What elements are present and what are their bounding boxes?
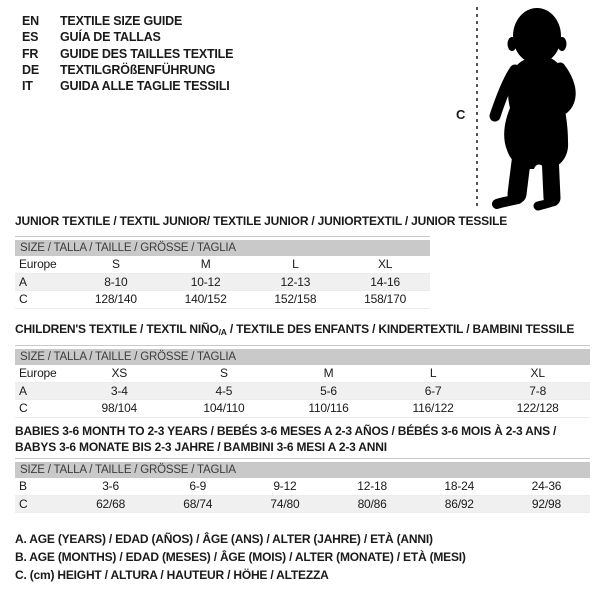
table-row [15, 496, 590, 514]
row-label: C [19, 292, 28, 306]
table-cell: 12-18 [357, 479, 387, 493]
junior-section-title: JUNIOR TEXTILE / TEXTIL JUNIOR/ TEXTILE JUNIOR / JUNIORTEXTIL / JUNIOR TESSILE [15, 214, 508, 228]
size-header-bar: SIZE / TALLA / TAILLE / GRÖSSE / TAGLIA [15, 462, 590, 478]
children-title-main: CHILDREN'S TEXTILE / TEXTIL NIÑO [15, 322, 219, 336]
table-cell: 110/116 [308, 401, 349, 415]
table-cell: 104/110 [203, 401, 245, 415]
table-cell: 116/122 [412, 401, 454, 415]
language-code: DE [22, 62, 39, 77]
toddler-silhouette-graphic [450, 4, 598, 216]
table-cell: 3-6 [102, 479, 119, 493]
legend-notes [15, 531, 466, 584]
measure-c-label: C [456, 107, 466, 122]
table-row [15, 274, 430, 292]
table-cell: 9-12 [273, 479, 297, 493]
table-row [15, 256, 430, 274]
table-cell: L [429, 366, 437, 380]
table-cell: 8-10 [104, 274, 128, 289]
language-row [22, 29, 233, 45]
table-cell: XL [377, 257, 393, 271]
table-cell: 6-9 [189, 479, 207, 493]
children-section-title [15, 322, 574, 341]
table-cell: 24-36 [531, 479, 562, 493]
table-cell: 68/74 [183, 496, 213, 511]
table-cell: 158/170 [364, 292, 407, 306]
children-title-subscript: /A [218, 327, 227, 337]
table-cell: 3-4 [110, 383, 128, 398]
table-row [15, 365, 590, 383]
language-title: GUÍA DE TALLAS [60, 30, 161, 45]
size-header-bar: SIZE / TALLA / TAILLE / GRÖSSE / TAGLIA [15, 240, 430, 256]
row-label: A [19, 383, 27, 398]
babies-title-line1: BABIES 3-6 MONTH TO 2-3 YEARS / BEBÉS 3-6 MESES A 2-3 AÑOS / BÉBÉS 3-6 MOIS À 2-3 ANS / [15, 424, 557, 438]
height-measure-figure [450, 4, 598, 216]
language-row [22, 62, 233, 78]
language-title: GUIDA ALLE TAGLIE TESSILI [60, 79, 230, 94]
language-code: EN [22, 14, 39, 28]
toddler-silhouette [495, 8, 570, 206]
table-cell: XS [111, 366, 128, 380]
language-row [22, 78, 233, 94]
language-row [22, 46, 233, 62]
table-cell: 12-13 [280, 274, 311, 289]
table-cell: 86/92 [444, 496, 474, 511]
note-b: B. AGE (MONTHS) / EDAD (MESES) / ÂGE (MOIS) / ALTER (MONATE) / ETÀ (MESI) [15, 549, 466, 564]
table-row [15, 478, 590, 496]
table-row [15, 291, 430, 309]
table-cell: L [292, 257, 299, 271]
row-label: Europe [19, 366, 57, 380]
table-cell: 4-5 [215, 383, 233, 398]
children-title-rest: / TEXTILE DES ENFANTS / KINDERTEXTIL / BAMBINI TESSILE [226, 322, 575, 336]
table-cell: 10-12 [190, 274, 221, 289]
note-c: C. (cm) HEIGHT / ALTURA / HAUTEUR / HÖHE / ALTEZZA [15, 567, 329, 582]
table-row [15, 400, 590, 418]
table-cell: 18-24 [444, 479, 475, 493]
table-cell: 14-16 [370, 274, 400, 289]
row-label: C [19, 401, 28, 415]
table-cell: 140/152 [184, 292, 227, 306]
language-code: ES [22, 30, 39, 45]
table-cell: 80/86 [357, 496, 387, 511]
language-code: FR [22, 46, 39, 61]
language-row [22, 13, 233, 29]
children-size-table [15, 345, 590, 418]
row-label: A [19, 274, 27, 289]
table-cell: 92/98 [531, 496, 561, 511]
size-header-bar: SIZE / TALLA / TAILLE / GRÖSSE / TAGLIA [15, 349, 590, 365]
row-label: Europe [19, 257, 57, 271]
table-cell: 98/104 [101, 401, 138, 415]
language-title: TEXTILE SIZE GUIDE [60, 14, 183, 28]
table-cell: 6-7 [424, 383, 442, 398]
table-cell: M [200, 257, 211, 271]
table-row [15, 383, 590, 401]
table-cell: S [111, 257, 120, 271]
table-cell: 128/140 [94, 292, 137, 306]
language-title: GUIDE DES TAILLES TEXTILE [60, 46, 234, 61]
table-cell: M [323, 366, 334, 380]
table-cell: 122/128 [516, 401, 559, 415]
language-list [22, 13, 233, 94]
table-cell: 74/80 [270, 496, 300, 511]
language-title: TEXTILGRÖßENFÜHRUNG [60, 62, 216, 77]
table-cell: 5-6 [320, 383, 337, 398]
row-label: B [19, 479, 27, 493]
junior-size-table [15, 236, 430, 309]
language-code: IT [22, 79, 33, 94]
table-cell: 152/158 [274, 292, 317, 306]
babies-title-line2: BABYS 3-6 MONATE BIS 2-3 JAHRE / BAMBINI 3-6 MESI A 2-3 ANNI [15, 439, 387, 454]
table-cell: XL [530, 366, 545, 380]
table-cell: 7-8 [529, 383, 547, 398]
babies-section-title [15, 424, 556, 455]
row-label: C [19, 496, 28, 511]
note-a: A. AGE (YEARS) / EDAD (AÑOS) / ÂGE (ANS) / ALTER (JAHRE) / ETÀ (ANNI) [15, 532, 433, 546]
table-cell: S [219, 366, 228, 380]
table-cell: 62/68 [96, 496, 126, 511]
babies-size-table [15, 458, 590, 513]
